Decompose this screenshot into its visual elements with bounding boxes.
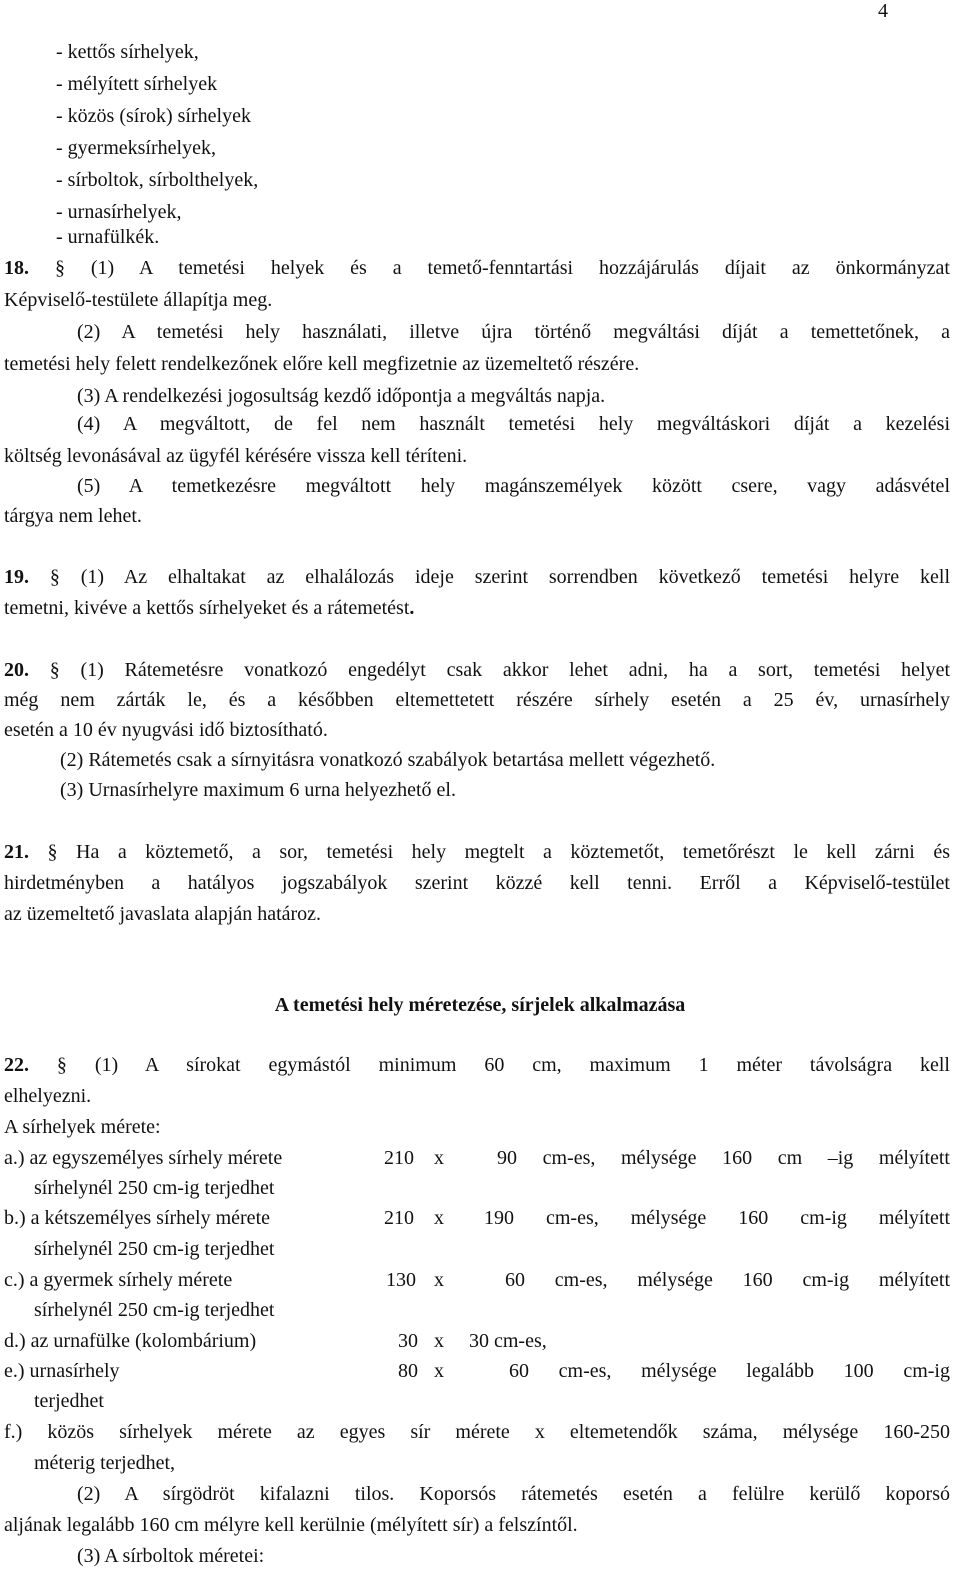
- size-row-rest: 60 cm-es, mélysége 160 cm-ig mélyített: [505, 1269, 950, 1291]
- paragraph-text: (1) Rátemetésre vonatkozó engedélyt csak akkor lehet adni, ha a sort, temetési helyet: [80, 659, 951, 681]
- size-row-rest: 90 cm-es, mélysége 160 cm –ig mélyített: [497, 1147, 950, 1169]
- paragraph-text: (5) A temetkezésre megváltott hely magánszemélyek között csere, vagy adásvétel: [77, 475, 950, 497]
- size-row-width: 130: [386, 1269, 416, 1291]
- size-row-continuation: sírhelynél 250 cm-ig terjedhet: [34, 1238, 275, 1260]
- paragraph-text: (3) Urnasírhelyre maximum 6 urna helyezhető el.: [60, 779, 456, 801]
- paragraph-text: elhelyezni.: [4, 1085, 92, 1107]
- sizes-label: A sírhelyek mérete:: [4, 1116, 161, 1138]
- section-number: 20.: [4, 659, 29, 681]
- paragraph-text: (1) Az elhaltakat az elhalálozás ideje szerint sorrendben következő temetési helyre kell: [80, 566, 951, 588]
- list-item: - mélyített sírhelyek: [56, 73, 218, 95]
- section-19-line-2: [4, 594, 950, 622]
- paragraph-text: temetni, kivéve a kettős sírhelyeket és a rátemetést: [4, 597, 410, 619]
- bold-period: .: [409, 597, 415, 619]
- list-item: - kettős sírhelyek,: [56, 41, 199, 63]
- size-row-width: 210: [384, 1147, 414, 1169]
- paragraph-text: még nem zárták le, és a későbben eltemettetett részére sírhely esetén a 25 év, urnasírhely: [4, 689, 950, 711]
- paragraph-text: (1) A temetési helyek és a temető-fenntartási hozzájárulás díjait az önkormányzat: [90, 257, 950, 279]
- list-item: - urnafülkék.: [56, 226, 160, 248]
- paragraph-text: f.) közös sírhelyek mérete az egyes sír mérete x eltemetendők száma, mélysége 160-250: [4, 1421, 950, 1443]
- list-item: - gyermeksírhelyek,: [56, 137, 216, 159]
- section-symbol: §: [49, 566, 60, 588]
- size-row-rest: 30 cm-es,: [469, 1330, 547, 1352]
- section-number: 22.: [4, 1054, 29, 1076]
- paragraph-text: (1) A sírokat egymástól minimum 60 cm, maximum 1 méter távolságra kell: [94, 1054, 950, 1076]
- size-row-times: x: [434, 1147, 444, 1169]
- size-row-rest: 190 cm-es, mélysége 160 cm-ig mélyített: [484, 1207, 950, 1229]
- paragraph-text: (2) A temetési hely használati, illetve újra történő megváltási díját a temettetőnek, a: [77, 321, 950, 343]
- section-19-line-1: [4, 563, 950, 591]
- size-row-rest: 60 cm-es, mélysége legalább 100 cm-ig: [509, 1360, 950, 1382]
- list-item: - sírboltok, sírbolthelyek,: [56, 169, 259, 191]
- paragraph-text: költség levonásával az ügyfél kérésére vissza kell téríteni.: [4, 445, 468, 467]
- section-symbol: §: [54, 257, 65, 279]
- size-row-times: x: [434, 1330, 444, 1352]
- paragraph-text: Képviselő-testülete állapítja meg.: [4, 289, 273, 311]
- size-row-continuation: sírhelynél 250 cm-ig terjedhet: [34, 1177, 275, 1199]
- size-row-name: e.) urnasírhely: [4, 1360, 120, 1382]
- size-row-name: a.) az egyszemélyes sírhely mérete: [4, 1147, 283, 1169]
- paragraph-text: (2) A sírgödröt kifalazni tilos. Koporsós rátemetés esetén a felülre kerülő koporsó: [77, 1483, 950, 1505]
- paragraph-text: Ha a köztemető, a sor, temetési hely megtelt a köztemetőt, temetőrészt le kell zárni és: [76, 841, 950, 863]
- page-number: 4: [878, 0, 888, 22]
- size-row-continuation: sírhelynél 250 cm-ig terjedhet: [34, 1299, 275, 1321]
- section-number: 18.: [4, 257, 29, 279]
- section-symbol: §: [56, 1054, 67, 1076]
- size-row-name: c.) a gyermek sírhely mérete: [4, 1269, 233, 1291]
- paragraph-text: (2) Rátemetés csak a sírnyitásra vonatkozó szabályok betartása mellett végezhető.: [60, 749, 716, 771]
- paragraph-text: (4) A megváltott, de fel nem használt temetési hely megváltáskori díját a kezelési: [77, 413, 950, 435]
- paragraph-text: hirdetményben a hatályos jogszabályok szerint közzé kell tenni. Erről a Képviselő-testület: [4, 872, 950, 894]
- section-heading: A temetési hely méretezése, sírjelek alkalmazása: [274, 994, 686, 1016]
- size-row-width: 30: [398, 1330, 418, 1352]
- section-number: 21.: [4, 841, 29, 863]
- size-row-times: x: [434, 1360, 444, 1382]
- paragraph-text: (3) A rendelkezési jogosultság kezdő időpontja a megváltás napja.: [77, 385, 606, 407]
- paragraph-text: tárgya nem lehet.: [4, 505, 142, 527]
- size-row-name: b.) a kétszemélyes sírhely mérete: [4, 1207, 270, 1229]
- size-row-times: x: [434, 1207, 444, 1229]
- section-18-line-1: [4, 254, 950, 282]
- section-number: 19.: [4, 566, 29, 588]
- list-item: - urnasírhelyek,: [56, 201, 182, 223]
- paragraph-text: az üzemeltető javaslata alapján határoz.: [4, 903, 322, 925]
- paragraph-text: (3) A sírboltok méretei:: [77, 1545, 265, 1567]
- list-item: - közös (sírok) sírhelyek: [56, 105, 251, 127]
- paragraph-text: méterig terjedhet,: [34, 1452, 176, 1474]
- size-row-continuation: terjedhet: [34, 1390, 104, 1412]
- paragraph-text: esetén a 10 év nyugvási idő biztosítható.: [4, 719, 328, 741]
- size-row-times: x: [434, 1269, 444, 1291]
- section-20-line-1: [4, 656, 950, 684]
- paragraph-text: temetési hely felett rendelkezőnek előre kell megfizetnie az üzemeltető részére.: [4, 353, 640, 375]
- paragraph-text: aljának legalább 160 cm mélyre kell kerülnie (mélyített sír) a felszíntől.: [4, 1514, 578, 1536]
- section-21-line-1: [4, 838, 950, 866]
- section-symbol: §: [49, 659, 60, 681]
- size-row-width: 80: [398, 1360, 418, 1382]
- size-row-width: 210: [384, 1207, 414, 1229]
- size-row-name: d.) az urnafülke (kolombárium): [4, 1330, 257, 1352]
- section-symbol: §: [47, 841, 58, 863]
- section-22-line-1: [4, 1051, 950, 1079]
